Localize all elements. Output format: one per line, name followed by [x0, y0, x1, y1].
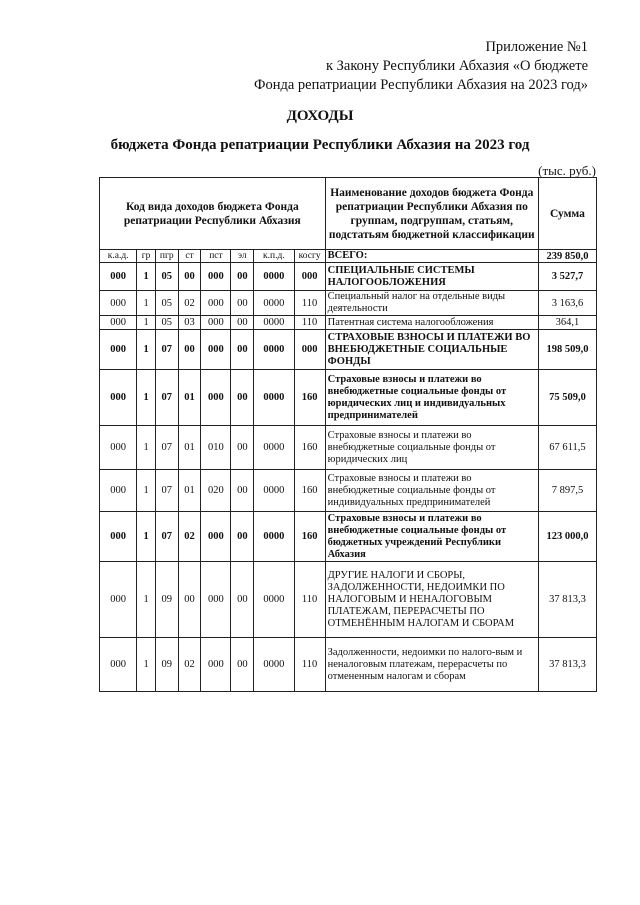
code-cell-kosgu: 160 — [294, 426, 325, 470]
revenue-name-cell: Страховые взносы и платежи во внебюджетные социальные фонды от индивидуальных предпринимателей — [325, 470, 538, 512]
code-cell-st: 01 — [178, 370, 201, 426]
revenue-name-cell: Патентная система налогообложения — [325, 316, 538, 330]
appendix-note — [254, 38, 588, 95]
code-cell-st: 02 — [178, 512, 201, 562]
code-cell-el: 00 — [231, 370, 254, 426]
revenue-sum-cell: 75 509,0 — [538, 370, 596, 426]
code-cell-kad: 000 — [100, 426, 137, 470]
code-cell-st: 02 — [178, 638, 201, 692]
code-cell-st: 01 — [178, 426, 201, 470]
code-header-kosgu: косгу — [294, 250, 325, 263]
code-cell-pgr: 09 — [155, 638, 178, 692]
revenue-sum-cell: 3 163,6 — [538, 291, 596, 316]
code-cell-pst: 000 — [201, 291, 231, 316]
code-cell-pgr: 07 — [155, 330, 178, 370]
code-cell-kosgu: 110 — [294, 562, 325, 638]
code-cell-el: 00 — [231, 330, 254, 370]
revenue-sum-cell: 37 813,3 — [538, 638, 596, 692]
code-cell-st: 00 — [178, 330, 201, 370]
code-cell-kpd: 0000 — [254, 291, 294, 316]
code-cell-el: 00 — [231, 291, 254, 316]
code-cell-pst: 020 — [201, 470, 231, 512]
code-cell-el: 00 — [231, 512, 254, 562]
code-cell-pst: 000 — [201, 316, 231, 330]
code-cell-st: 00 — [178, 263, 201, 291]
header-code: Код вида доходов бюджета Фонда репатриации Республики Абхазия — [100, 178, 326, 250]
revenue-name-cell: СТРАХОВЫЕ ВЗНОСЫ И ПЛАТЕЖИ ВО ВНЕБЮДЖЕТНЫЕ СОЦИАЛЬНЫЕ ФОНДЫ — [325, 330, 538, 370]
code-cell-kpd: 0000 — [254, 512, 294, 562]
code-cell-gr: 1 — [137, 330, 156, 370]
code-cell-el: 00 — [231, 426, 254, 470]
code-cell-kosgu: 000 — [294, 263, 325, 291]
revenue-table — [99, 177, 597, 692]
code-header-pst: пст — [201, 250, 231, 263]
document-subtitle: бюджета Фонда репатриации Республики Абхазия на 2023 год — [110, 137, 530, 153]
code-cell-kpd: 0000 — [254, 330, 294, 370]
code-cell-pgr: 07 — [155, 426, 178, 470]
code-cell-pst: 000 — [201, 562, 231, 638]
revenue-name-cell: Страховые взносы и платежи во внебюджетные социальные фонды от юридических лиц — [325, 426, 538, 470]
appendix-line-2: к Закону Республики Абхазия «О бюджете — [326, 58, 588, 74]
revenue-sum-cell: 7 897,5 — [538, 470, 596, 512]
appendix-line-3: Фонда репатриации Республики Абхазия на 2023 год» — [254, 77, 588, 93]
code-cell-kad: 000 — [100, 370, 137, 426]
code-cell-st: 03 — [178, 316, 201, 330]
total-label: ВСЕГО: — [325, 250, 538, 263]
revenue-sum-cell: 198 509,0 — [538, 330, 596, 370]
code-cell-el: 00 — [231, 316, 254, 330]
code-cell-pst: 000 — [201, 638, 231, 692]
units-label: (тыс. руб.) — [538, 163, 596, 178]
code-cell-gr: 1 — [137, 512, 156, 562]
document-title: ДОХОДЫ — [286, 108, 354, 124]
code-cell-el: 00 — [231, 562, 254, 638]
table-row — [100, 470, 597, 512]
code-cell-pst: 000 — [201, 512, 231, 562]
code-cell-pgr: 09 — [155, 562, 178, 638]
code-cell-pgr: 07 — [155, 370, 178, 426]
code-cell-pst: 000 — [201, 263, 231, 291]
revenue-name-cell: СПЕЦИАЛЬНЫЕ СИСТЕМЫ НАЛОГООБЛОЖЕНИЯ — [325, 263, 538, 291]
code-cell-kad: 000 — [100, 638, 137, 692]
code-header-pgr: пгр — [155, 250, 178, 263]
code-cell-kosgu: 110 — [294, 638, 325, 692]
revenue-name-cell: Специальный налог на отдельные виды деятельности — [325, 291, 538, 316]
revenue-name-cell: Задолженности, недоимки по налого-вым и неналоговым платежам, перерасчеты по отмененным налогам и сборам — [325, 638, 538, 692]
table-row — [100, 638, 597, 692]
header-name: Наименование доходов бюджета Фонда репатриации Республики Абхазия по группам, подгруппам, статьям, подстатьям бюджетной классификации — [325, 178, 538, 250]
table-row — [100, 562, 597, 638]
code-cell-kosgu: 110 — [294, 316, 325, 330]
code-cell-st: 01 — [178, 470, 201, 512]
code-cell-pgr: 07 — [155, 470, 178, 512]
table-row — [100, 370, 597, 426]
code-header-kpd: к.п.д. — [254, 250, 294, 263]
revenue-sum-cell: 123 000,0 — [538, 512, 596, 562]
appendix-line-1: Приложение №1 — [485, 39, 588, 55]
code-header-el: эл — [231, 250, 254, 263]
code-cell-kad: 000 — [100, 562, 137, 638]
table-body — [100, 263, 597, 692]
table-row — [100, 512, 597, 562]
code-cell-pst: 000 — [201, 330, 231, 370]
code-cell-kad: 000 — [100, 263, 137, 291]
code-cell-pgr: 07 — [155, 512, 178, 562]
code-cell-pgr: 05 — [155, 316, 178, 330]
table-row — [100, 263, 597, 291]
code-cell-gr: 1 — [137, 562, 156, 638]
code-cell-gr: 1 — [137, 316, 156, 330]
code-cell-el: 00 — [231, 263, 254, 291]
code-cell-kad: 000 — [100, 291, 137, 316]
code-cell-kpd: 0000 — [254, 426, 294, 470]
revenue-sum-cell: 364,1 — [538, 316, 596, 330]
code-cell-kpd: 0000 — [254, 562, 294, 638]
code-cell-gr: 1 — [137, 638, 156, 692]
code-cell-kpd: 0000 — [254, 470, 294, 512]
code-header-row — [100, 250, 597, 263]
revenue-sum-cell: 3 527,7 — [538, 263, 596, 291]
code-cell-pgr: 05 — [155, 291, 178, 316]
total-sum: 239 850,0 — [538, 250, 596, 263]
code-cell-el: 00 — [231, 470, 254, 512]
code-cell-gr: 1 — [137, 291, 156, 316]
header-sum: Сумма — [538, 178, 596, 250]
code-header-kad: к.а.д. — [100, 250, 137, 263]
code-cell-kad: 000 — [100, 316, 137, 330]
code-cell-gr: 1 — [137, 470, 156, 512]
code-cell-kosgu: 160 — [294, 470, 325, 512]
code-cell-pgr: 05 — [155, 263, 178, 291]
revenue-name-cell: Страховые взносы и платежи во внебюджетные социальные фонды от бюджетных учреждений Республики Абхазия — [325, 512, 538, 562]
code-cell-st: 02 — [178, 291, 201, 316]
code-cell-kosgu: 000 — [294, 330, 325, 370]
table-row — [100, 316, 597, 330]
code-cell-pst: 000 — [201, 370, 231, 426]
revenue-sum-cell: 67 611,5 — [538, 426, 596, 470]
table-row — [100, 291, 597, 316]
code-cell-kpd: 0000 — [254, 316, 294, 330]
code-header-st: ст — [178, 250, 201, 263]
code-cell-kosgu: 160 — [294, 512, 325, 562]
code-cell-kosgu: 110 — [294, 291, 325, 316]
code-cell-gr: 1 — [137, 370, 156, 426]
code-cell-kad: 000 — [100, 470, 137, 512]
revenue-name-cell: ДРУГИЕ НАЛОГИ И СБОРЫ, ЗАДОЛЖЕННОСТИ, НЕДОИМКИ ПО НАЛОГОВЫМ И НЕНАЛОГОВЫМ ПЛАТЕЖАМ, ПЕРЕРАСЧЕТЫ ПО ОТМЕНЁННЫМ НАЛОГАМ И СБОРАМ — [325, 562, 538, 638]
code-cell-st: 00 — [178, 562, 201, 638]
code-cell-kpd: 0000 — [254, 263, 294, 291]
code-header-gr: гр — [137, 250, 156, 263]
code-cell-kpd: 0000 — [254, 370, 294, 426]
code-cell-pst: 010 — [201, 426, 231, 470]
code-cell-kad: 000 — [100, 330, 137, 370]
code-cell-el: 00 — [231, 638, 254, 692]
code-cell-kosgu: 160 — [294, 370, 325, 426]
revenue-name-cell: Страховые взносы и платежи во внебюджетные социальные фонды от юридических лиц и индивидуальных предпринимателей — [325, 370, 538, 426]
code-cell-kpd: 0000 — [254, 638, 294, 692]
table-row — [100, 330, 597, 370]
revenue-sum-cell: 37 813,3 — [538, 562, 596, 638]
code-cell-gr: 1 — [137, 426, 156, 470]
code-cell-gr: 1 — [137, 263, 156, 291]
code-cell-kad: 000 — [100, 512, 137, 562]
table-row — [100, 426, 597, 470]
